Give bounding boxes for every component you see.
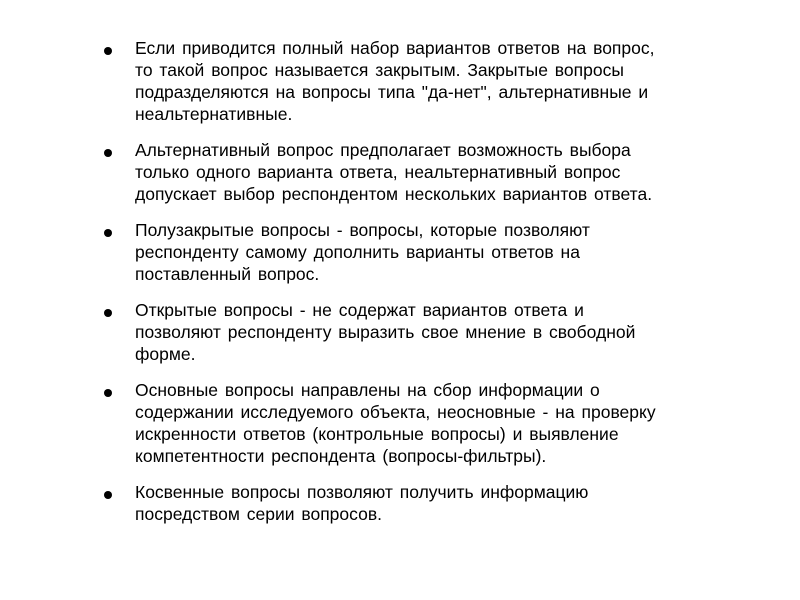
bullet-line: Косвенные вопросы позволяют получить информацию <box>135 482 589 502</box>
bullet-item <box>0 299 800 365</box>
bullet-line: Основные вопросы направлены на сбор информации о <box>135 380 600 400</box>
bullet-line: допускает выбор респондентом нескольких вариантов ответа. <box>135 184 653 204</box>
bullet-dot-icon <box>104 491 112 499</box>
bullet-line: поставленный вопрос. <box>135 264 320 284</box>
bullet-line: компетентности респондента (вопросы-фильтры). <box>135 446 547 466</box>
bullet-line: содержании исследуемого объекта, неосновные - на проверку <box>135 402 656 422</box>
bullet-item <box>0 219 800 285</box>
bullet-line: только одного варианта ответа, неальтернативный вопрос <box>135 162 621 182</box>
bullet-line: неальтернативные. <box>135 104 293 124</box>
bullet-item <box>0 481 800 525</box>
bullet-line: форме. <box>135 344 196 364</box>
bullet-dot-icon <box>104 149 112 157</box>
bullet-line: позволяют респонденту выразить свое мнение в свободной <box>135 322 636 342</box>
bullet-dot-icon <box>104 389 112 397</box>
bullet-line: подразделяются на вопросы типа "да-нет", альтернативные и <box>135 82 649 102</box>
bullet-line: Полузакрытые вопросы - вопросы, которые позволяют <box>135 220 590 240</box>
bullet-dot-icon <box>104 47 112 55</box>
bullet-line: то такой вопрос называется закрытым. Закрытые вопросы <box>135 60 624 80</box>
bullet-item <box>0 379 800 467</box>
bullet-line: Открытые вопросы - не содержат вариантов ответа и <box>135 300 584 320</box>
bullet-line: Альтернативный вопрос предполагает возможность выбора <box>135 140 631 160</box>
bullet-item <box>0 37 800 125</box>
bullet-list <box>0 37 800 525</box>
bullet-line: Если приводится полный набор вариантов ответов на вопрос, <box>135 38 655 58</box>
bullet-line: посредством серии вопросов. <box>135 504 382 524</box>
bullet-dot-icon <box>104 309 112 317</box>
bullet-line: респонденту самому дополнить варианты ответов на <box>135 242 580 262</box>
bullet-line: искренности ответов (контрольные вопросы) и выявление <box>135 424 619 444</box>
bullet-dot-icon <box>104 229 112 237</box>
bullet-item <box>0 139 800 205</box>
